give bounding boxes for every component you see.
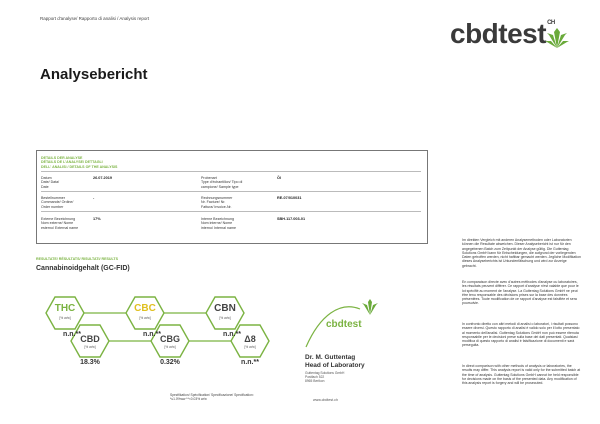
cannabinoid-title: Cannabinoidgehalt (GC-FID) — [36, 265, 130, 272]
logo-suffix: CH — [547, 20, 555, 26]
signatory-name: Dr. M. Guttentag — [305, 354, 356, 361]
company-website: www.cbdtest.ch — [313, 398, 338, 402]
detail-label-external-name: Externe Bezeichnung Nom externe/ Nome esterno/ External name — [41, 217, 79, 230]
cannabinoid-value-d8: n.n.** — [241, 359, 259, 366]
detail-value-order: - — [93, 196, 95, 200]
page-title: Analysebericht — [40, 66, 148, 83]
stamp-text: cbdtest — [326, 319, 362, 330]
divider — [41, 191, 421, 192]
cannabinoid-unit: [% w/w] — [84, 345, 96, 349]
detail-value-invoice: RE-07/010031 — [277, 196, 302, 200]
cannabinoid-value-thc: n.n.** — [63, 331, 81, 338]
detail-value-sample-type: Öl — [277, 176, 282, 180]
detail-label-internal-name: Interne Bezeichnung Nom interne/ Nome interno/ Internal name — [201, 217, 236, 230]
detail-value-external-name: 17% — [93, 217, 101, 221]
cannabinoid-unit: [% w/w] — [139, 316, 151, 320]
detail-value-date: 26.07.2019 — [93, 176, 113, 180]
cannabinoid-name-thc: THC — [54, 303, 76, 314]
lab-stamp — [300, 295, 384, 351]
results-label: RESULTATE/ RÉSULTATS/ RISULTATI/ RESULTS — [36, 257, 118, 261]
cannabinoid-value-cbc: n.n.** — [143, 331, 161, 338]
cbdtest-logo — [450, 18, 555, 50]
cannabinoid-value-cbn: n.n.** — [223, 331, 241, 338]
cannabinoid-name-d8: Δ8 — [244, 334, 256, 344]
signatory-role: Head of Laboratory — [305, 361, 365, 369]
cannabinoid-unit: [% w/w] — [59, 316, 71, 320]
cannabinoid-value-cbg: 0.32% — [160, 359, 180, 366]
report-header-line: Rapport d'analyse/ Rapporto di analisi / Analysis report — [40, 16, 150, 21]
cannabinoid-name-cbn: CBN — [214, 303, 236, 314]
specification-note: Spezifikation/ Spécification/ Specificazione/ Specification: *≤1.0%ww **<0.03% w/w — [170, 393, 254, 401]
analysis-details-box — [36, 150, 428, 244]
cannabinoid-hexagons — [38, 295, 298, 375]
details-heading: DETAILS DER ANALYSE DÉTAILS DE L'ANALYSE/ DETTAGLI DELL' ANALISI / DETAILS OF THE ANALYSIS — [41, 156, 118, 169]
cannabis-leaf-icon — [545, 28, 569, 50]
detail-label-sample-type: Probenart Type d'échantillon/ Tipo di campione/ Sample type — [201, 176, 243, 189]
signatory — [305, 354, 365, 369]
cannabinoid-unit: [% w/w] — [164, 345, 176, 349]
cannabinoid-value-cbd: 18.3% — [80, 359, 100, 366]
cannabinoid-unit: [% w/w] — [219, 316, 231, 320]
cannabinoid-name-cbd: CBD — [80, 334, 100, 344]
logo-text: cbdtest — [450, 18, 547, 49]
detail-label-date: Datum Date/ Data/ Date — [41, 176, 60, 189]
disclaimer-fr: En comparaison directe avec d'autres méthodes d'analyse ou laboratoires, les résultats peuvent différer. Ce rapport d'analyse n'est valable que pour le lot spécifié au moment de l'analyse. La Guttentag Solutions GmbH ne peut être tenu responsable des décisions prises sur la base des données présentées. Toute modification de ce rapport d'analyse est falsifiée et sera poursuivie. — [462, 280, 579, 306]
cannabinoid-name-cbc: CBC — [134, 303, 156, 314]
divider — [41, 211, 421, 212]
disclaimer-de: Im direkten Vergleich mit anderen Analysemethoden oder Laboratorien können die Resultate abweichen. Dieser Analysebericht ist nur für den angegebenen Batch zum Zeitpunkt der Analyse gültig. Die Guttentag Solutions GmbH kann für Entscheidungen, die aufgrund der vorliegenden Daten getroffen werden, nicht haftbar gemacht werden. Jegliche Modifikation dieses Analyseberichts ist Urkundenfälschung und wird zur Anzeige gebracht. — [462, 238, 582, 268]
company-address: Guttentag Solutions GmbH Postfach 522 8965 Berikon — [305, 371, 345, 384]
disclaimer-en: In direct comparison with other methods of analysis or laboratories, the results may differ. This analysis report is valid only for the submitted batch at the time of analysis. Guttentag Solutions GmbH cannot be held responsible for decisions made on the basis of the presented data. Any modification of this analysis report is forgery and will be prosecuted. — [462, 364, 581, 386]
disclaimer-it: In confronto diretto con altri metodi di analisi o laboratori, i risultati possono essere diversi. Questo rapporto di analisi è valido solo per il lotto presentato al momento dell'analisi. Guttentag Solutions GmbH non può essere ritenuta responsabile per le decisioni prese sulla base dei dati presentati. Qualsiasi modifica di questo rapporto di analisi è falsificazione di documenti e sarà perseguita. — [462, 322, 580, 348]
cannabinoid-unit: [% w/w] — [244, 345, 256, 349]
detail-value-internal-name: SBH.117.003-01 — [277, 217, 306, 221]
cannabinoid-name-cbg: CBG — [160, 334, 180, 344]
divider — [41, 171, 421, 172]
detail-label-order: Bestellnummer Commande/ Ordine/ Order number — [41, 196, 74, 209]
detail-label-invoice: Rechnungsnummer Nr. Facture/ Nr. Fattura/ Invoice-Nr. — [201, 196, 233, 209]
